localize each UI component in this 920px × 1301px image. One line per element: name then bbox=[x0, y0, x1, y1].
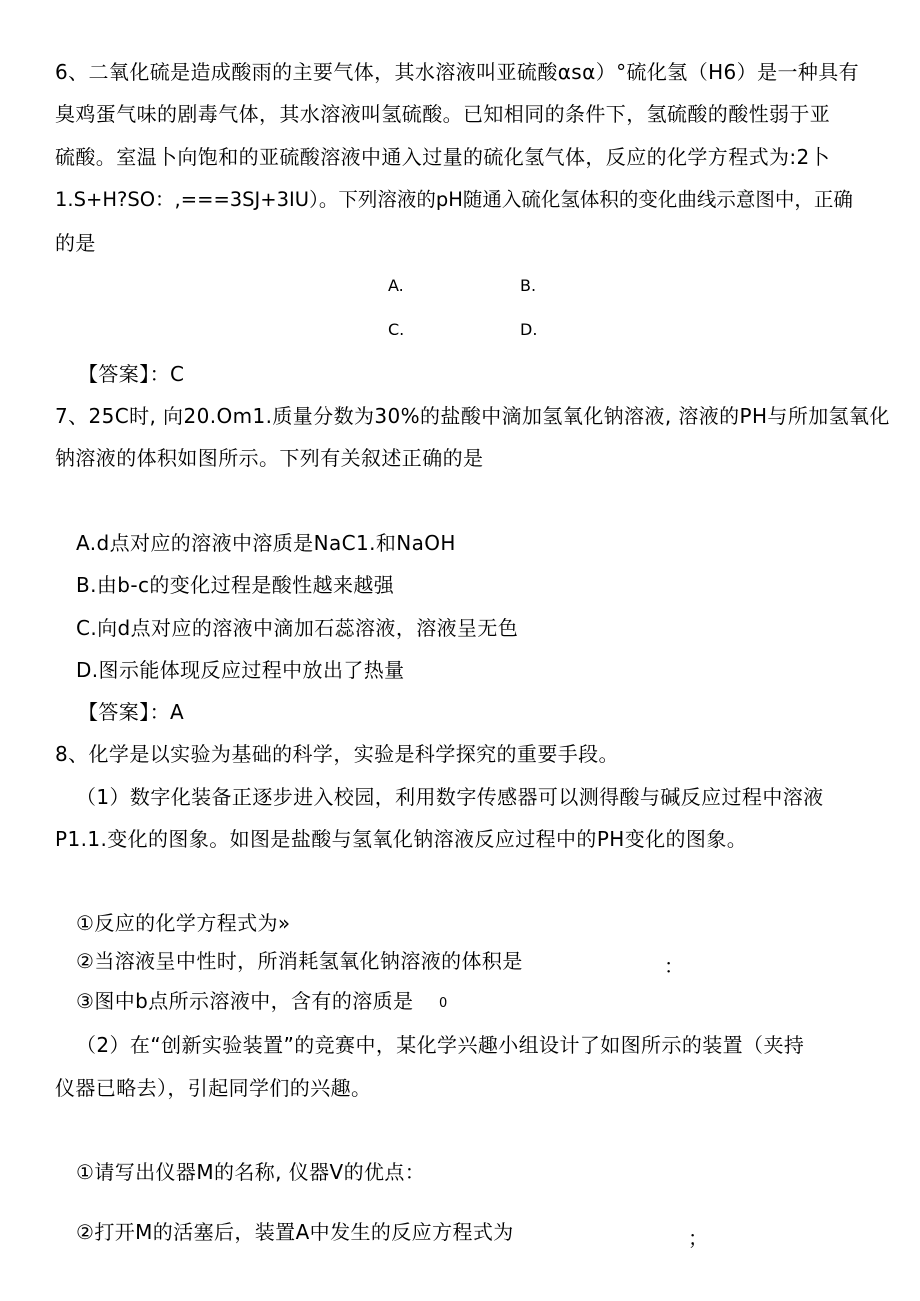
q8-sub1-item-3-mark: 0 bbox=[439, 996, 448, 1011]
q8-part2-line-2: 仪器已略去），引起同学们的兴趣。 bbox=[55, 1076, 372, 1100]
q7-choice-c: C.向d点对应的溶液中滴加石蕊溶液，溶液呈无色 bbox=[76, 616, 519, 640]
q7-choice-a: A.d点对应的溶液中溶质是NaC1.和NaOH bbox=[76, 531, 456, 555]
q6-option-b: B. bbox=[520, 276, 537, 295]
q8-part2-line-1: （2）在“创新实验装置”的竞赛中，某化学兴趣小组设计了如图所示的装置（夹持 bbox=[76, 1033, 805, 1057]
q6-line-4: 1.S+H?SO：,===3SJ+3IU）。下列溶液的pH随通入硫化氢体积的变化曲线示意图中，正确 bbox=[55, 188, 853, 211]
q8-line-2: （1）数字化装备正逐步进入校园，利用数字传感器可以测得酸与碱反应过程中溶液 bbox=[76, 785, 824, 809]
q6-line-1: 6、二氧化硫是造成酸雨的主要气体，其水溶液叫亚硫酸αsα）°硫化氢（H6）是一种具有 bbox=[55, 60, 860, 84]
q7-line-1: 7、25C时, 向20.Om1.质量分数为30%的盐酸中滴加氢氧化钠溶液, 溶液的PH与所加氢氧化 bbox=[55, 404, 890, 428]
q6-option-d: D. bbox=[520, 320, 538, 339]
q8-line-3: P1.1.变化的图象。如图是盐酸与氢氧化钠溶液反应过程中的PH变化的图象。 bbox=[55, 827, 748, 851]
q7-choice-b: B.由b-c的变化过程是酸性越来越强 bbox=[76, 573, 395, 597]
q8-sub1-item-1: ①反应的化学方程式为» bbox=[76, 911, 291, 935]
q6-option-a: A. bbox=[388, 276, 404, 295]
q6-answer: 【答案】：C bbox=[78, 362, 185, 386]
q8-sub1-item-2-mark: ： bbox=[664, 954, 684, 978]
q6-line-5: 的是 bbox=[55, 231, 96, 255]
q8-line-1: 8、化学是以实验为基础的科学，实验是科学探究的重要手段。 bbox=[55, 742, 619, 766]
q6-option-c: C. bbox=[388, 320, 405, 339]
q8-sub1-item-3: ③图中b点所示溶液中，含有的溶质是 bbox=[76, 989, 414, 1013]
q8-sub2-item-1: ①请写出仪器M的名称, 仪器V的优点： bbox=[76, 1160, 426, 1184]
q7-line-2: 钠溶液的体积如图所示。下列有关叙述正确的是 bbox=[55, 446, 484, 470]
q8-sub2-item-2-mark: ； bbox=[688, 1226, 708, 1250]
q7-answer: 【答案】：A bbox=[78, 700, 185, 724]
q8-sub2-item-2: ②打开M的活塞后，装置A中发生的反应方程式为 bbox=[76, 1220, 514, 1244]
q6-line-3: 硫酸。室温卜向饱和的亚硫酸溶液中通入过量的硫化氢气体，反应的化学方程式为:2卜 bbox=[55, 145, 831, 169]
q8-sub1-item-2: ②当溶液呈中性时，所消耗氢氧化钠溶液的体积是 bbox=[76, 949, 523, 973]
q6-line-2: 臭鸡蛋气味的剧毒气体，其水溶液叫氢硫酸。已知相同的条件下，氢硫酸的酸性弱于亚 bbox=[55, 102, 831, 126]
q7-choice-d: D.图示能体现反应过程中放出了热量 bbox=[76, 658, 405, 682]
